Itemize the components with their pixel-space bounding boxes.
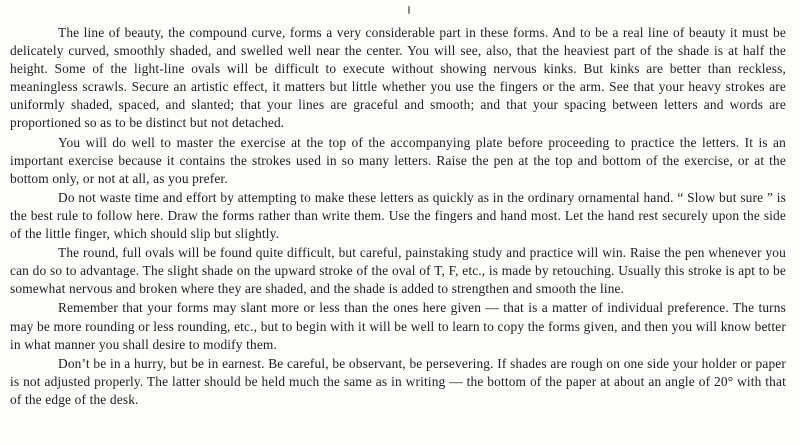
paragraph-line-of-beauty: The line of beauty, the compound curve, forms a very considerable part in these forms. And to be a real line of beauty it must be delicately curved, smoothly shaded, and swelled well near the center. You will see, also, that the heaviest part of the shade is at half the height. Some of the light-line ovals will be difficult to execute without showing nervous kinks. But kinks are better than reckless, meaningless scrawls. Secure an artistic effect, it matters but little whether you use the fingers or the arm. See that your heavy strokes are uniformly shaded, spaced, and slanted; that your lines are graceful and smooth; and that your spacing between letters and words are proportioned so as to be distinct but not detached. xyxy=(10,25,786,131)
paragraph-slow-but-sure: Do not waste time and effort by attempting to make these letters as quickly as in the ordinary ornamental hand. “ Slow but sure ” is the best rule to follow here. Draw the forms rather than write them. Use the fingers and hand most. Let the hand rest securely upon the side of the little finger, which should slip but slightly. xyxy=(10,189,786,242)
paragraph-exercise: You will do well to master the exercise at the top of the accompanying plate before proceeding to practice the letters. It is an important exercise because it contains the strokes used in so many letters. Raise the pen at the top and bottom of the exercise, or at the bottom only, or not at all, as you prefer. xyxy=(10,134,786,186)
paragraph-round-ovals: The round, full ovals will be found quite difficult, but careful, painstaking study and practice will win. Raise the pen whenever you can do so to advantage. The slight shade on the upward stroke of the oval of T, F, etc., is made by retouching. Usually this stroke is apt to be somewhat nervous and broken where they are shaded, and the shade is added to strengthen and smooth the line. xyxy=(10,245,786,297)
paragraph-slant: Remember that your forms may slant more or less than the ones here given — that is a matter of individual preference. The turns may be more rounding or less rounding, etc., but to begin with it will be well to learn to copy the forms given, and then you will know better in what manner you shall desire to modify them. xyxy=(10,300,786,352)
paragraph-earnest: Don’t be in a hurry, but be in earnest. Be careful, be observant, be persevering. If shades are rough on one side your holder or paper is not adjusted properly. The latter should be held much the same as in writing — the bottom of the paper at about an angle of 20° with that of the edge of the desk. xyxy=(10,355,786,407)
ink-speck xyxy=(408,6,410,14)
